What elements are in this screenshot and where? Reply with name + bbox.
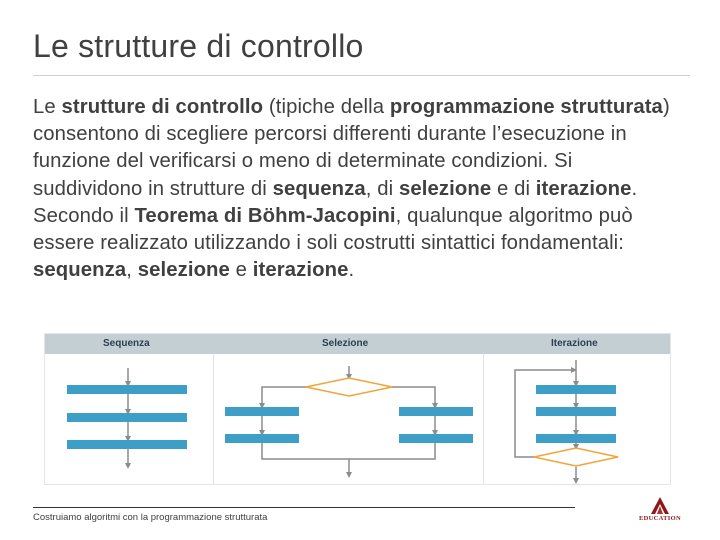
bold-term: selezione (137, 259, 230, 282)
merge-line (262, 443, 435, 459)
process-block (67, 385, 187, 394)
process-block (536, 434, 616, 443)
process-block (67, 413, 187, 422)
slide-body (33, 94, 683, 284)
text-run: . (631, 177, 638, 200)
bold-term: sequenza (272, 177, 366, 200)
process-block (399, 434, 473, 443)
text-run: , di (365, 177, 399, 200)
paragraph-strutture (33, 94, 683, 203)
text-run: . (348, 259, 355, 282)
column-title-selezione: Selezione (322, 338, 369, 349)
text-run: e (229, 259, 253, 282)
footer-caption: Costruiamo algoritmi con la programmazione strutturata (33, 512, 268, 523)
publisher-logo (636, 496, 684, 524)
flowchart-diagrams (45, 334, 670, 484)
footer-divider (33, 507, 575, 508)
process-block (536, 385, 616, 394)
bold-term: selezione (399, 177, 492, 200)
sequence-blocks (67, 385, 187, 449)
process-block (399, 407, 473, 416)
paragraph-teorema (33, 203, 683, 285)
text-run: , (126, 259, 138, 282)
process-block (536, 407, 616, 416)
text-run: Secondo il (33, 204, 135, 227)
column-title-sequenza: Sequenza (103, 338, 150, 349)
decision-diamond (306, 378, 392, 396)
bold-term: Teorema di Böhm-Jacopini (134, 204, 396, 227)
text-run: ) consentono di scegliere percorsi differenti durante l’esecuzione in funzione del verificarsi o meno di determinate condizioni. Si suddividono in strutture di (33, 96, 670, 200)
decision-diamond (534, 448, 618, 466)
bold-term: programmazione strutturata (389, 96, 663, 118)
process-block (225, 407, 299, 416)
logo-mark-icon (636, 496, 684, 516)
flow-arrow (262, 387, 306, 406)
text-run: (tipiche della (263, 96, 390, 118)
flow-arrow (392, 387, 435, 406)
text-run: Le (33, 96, 62, 118)
iteration-blocks (536, 385, 616, 443)
text-run: , qualunque algoritmo può essere realizzato utilizzando i soli costrutti sintattici fondamentali: (33, 204, 633, 255)
bold-term: sequenza (33, 259, 127, 282)
text-run: e di (491, 177, 536, 200)
slide-title: Le strutture di controllo (33, 28, 364, 64)
logo-text: EDUCATION (639, 515, 681, 522)
process-block (67, 440, 187, 449)
process-block (225, 434, 299, 443)
title-divider (33, 75, 690, 76)
bold-term: strutture di controllo (61, 96, 264, 118)
bold-term: iterazione (535, 177, 632, 200)
column-title-iterazione: Iterazione (551, 338, 598, 349)
bold-term: iterazione (252, 259, 349, 282)
control-structures-figure (44, 333, 671, 485)
